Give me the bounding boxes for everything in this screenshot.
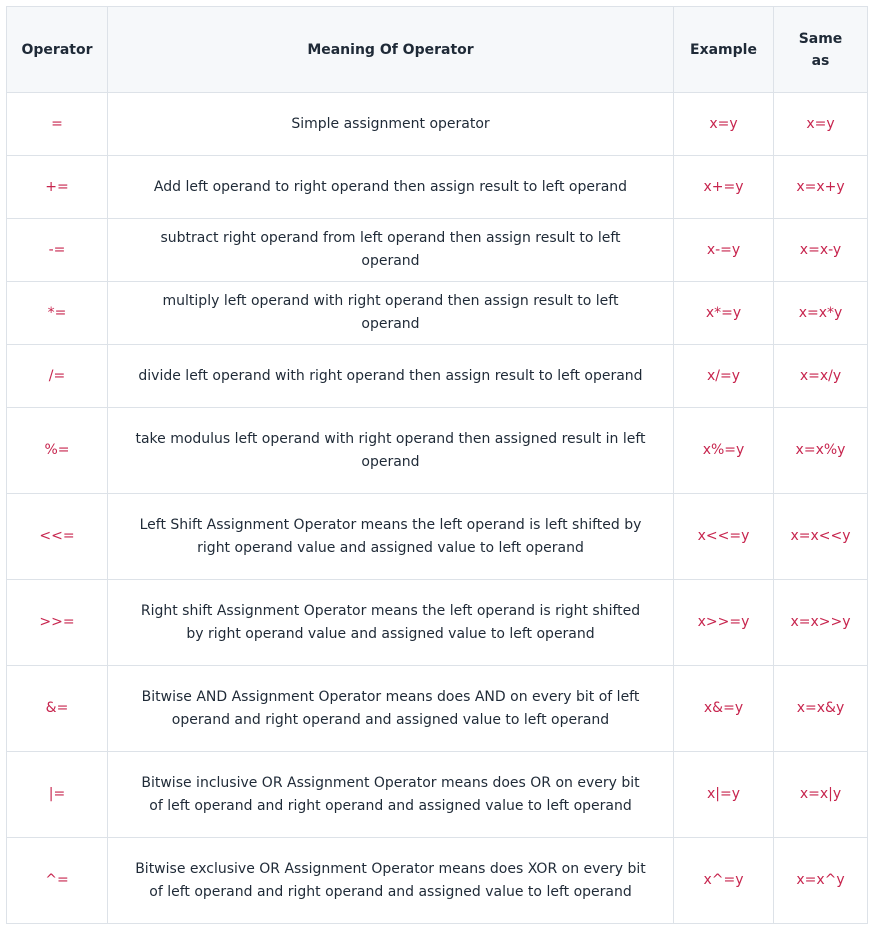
meaning-cell: divide left operand with right operand then assign result to left operand	[108, 345, 674, 408]
assignment-operators-table	[6, 6, 868, 924]
table-row	[7, 156, 868, 219]
table-row	[7, 93, 868, 156]
table-row	[7, 752, 868, 838]
operator-cell: &=	[7, 666, 108, 752]
header-same-as: Same as	[774, 7, 868, 93]
table-row	[7, 282, 868, 345]
same-as-cell: x=x^y	[774, 838, 868, 924]
table-row	[7, 838, 868, 924]
example-cell: x-=y	[674, 219, 774, 282]
example-cell: x<<=y	[674, 494, 774, 580]
example-cell: x+=y	[674, 156, 774, 219]
example-cell: x%=y	[674, 408, 774, 494]
example-cell: x*=y	[674, 282, 774, 345]
operator-cell: >>=	[7, 580, 108, 666]
meaning-cell: Left Shift Assignment Operator means the left operand is left shifted by right operand value and assigned value to left operand	[108, 494, 674, 580]
table-row	[7, 345, 868, 408]
example-cell: x&=y	[674, 666, 774, 752]
operator-cell: <<=	[7, 494, 108, 580]
example-cell: x^=y	[674, 838, 774, 924]
table-row	[7, 219, 868, 282]
meaning-cell: Add left operand to right operand then assign result to left operand	[108, 156, 674, 219]
operator-cell: |=	[7, 752, 108, 838]
same-as-cell: x=x+y	[774, 156, 868, 219]
example-cell: x/=y	[674, 345, 774, 408]
meaning-cell: Bitwise exclusive OR Assignment Operator means does XOR on every bit of left operand and right operand and assigned value to left operand	[108, 838, 674, 924]
meaning-cell: take modulus left operand with right operand then assigned result in left operand	[108, 408, 674, 494]
same-as-cell: x=x|y	[774, 752, 868, 838]
example-cell: x|=y	[674, 752, 774, 838]
table-row	[7, 666, 868, 752]
example-cell: x>>=y	[674, 580, 774, 666]
same-as-cell: x=x-y	[774, 219, 868, 282]
meaning-cell: Bitwise AND Assignment Operator means does AND on every bit of left operand and right operand and assigned value to left operand	[108, 666, 674, 752]
same-as-cell: x=x>>y	[774, 580, 868, 666]
operator-cell: /=	[7, 345, 108, 408]
meaning-cell: Right shift Assignment Operator means the left operand is right shifted by right operand value and assigned value to left operand	[108, 580, 674, 666]
header-operator: Operator	[7, 7, 108, 93]
operator-cell: %=	[7, 408, 108, 494]
meaning-cell: subtract right operand from left operand then assign result to left operand	[108, 219, 674, 282]
same-as-cell: x=x&y	[774, 666, 868, 752]
table-header-row	[7, 7, 868, 93]
header-meaning: Meaning Of Operator	[108, 7, 674, 93]
operator-cell: -=	[7, 219, 108, 282]
example-cell: x=y	[674, 93, 774, 156]
operator-cell: +=	[7, 156, 108, 219]
table-row	[7, 580, 868, 666]
operator-cell: ^=	[7, 838, 108, 924]
meaning-cell: Bitwise inclusive OR Assignment Operator means does OR on every bit of left operand and right operand and assigned value to left operand	[108, 752, 674, 838]
same-as-cell: x=x/y	[774, 345, 868, 408]
same-as-cell: x=x<<y	[774, 494, 868, 580]
table-row	[7, 408, 868, 494]
operator-cell: *=	[7, 282, 108, 345]
same-as-cell: x=y	[774, 93, 868, 156]
meaning-cell: Simple assignment operator	[108, 93, 674, 156]
header-example: Example	[674, 7, 774, 93]
operator-cell: =	[7, 93, 108, 156]
table-row	[7, 494, 868, 580]
meaning-cell: multiply left operand with right operand then assign result to left operand	[108, 282, 674, 345]
operator-table-container	[6, 6, 867, 924]
same-as-cell: x=x%y	[774, 408, 868, 494]
same-as-cell: x=x*y	[774, 282, 868, 345]
